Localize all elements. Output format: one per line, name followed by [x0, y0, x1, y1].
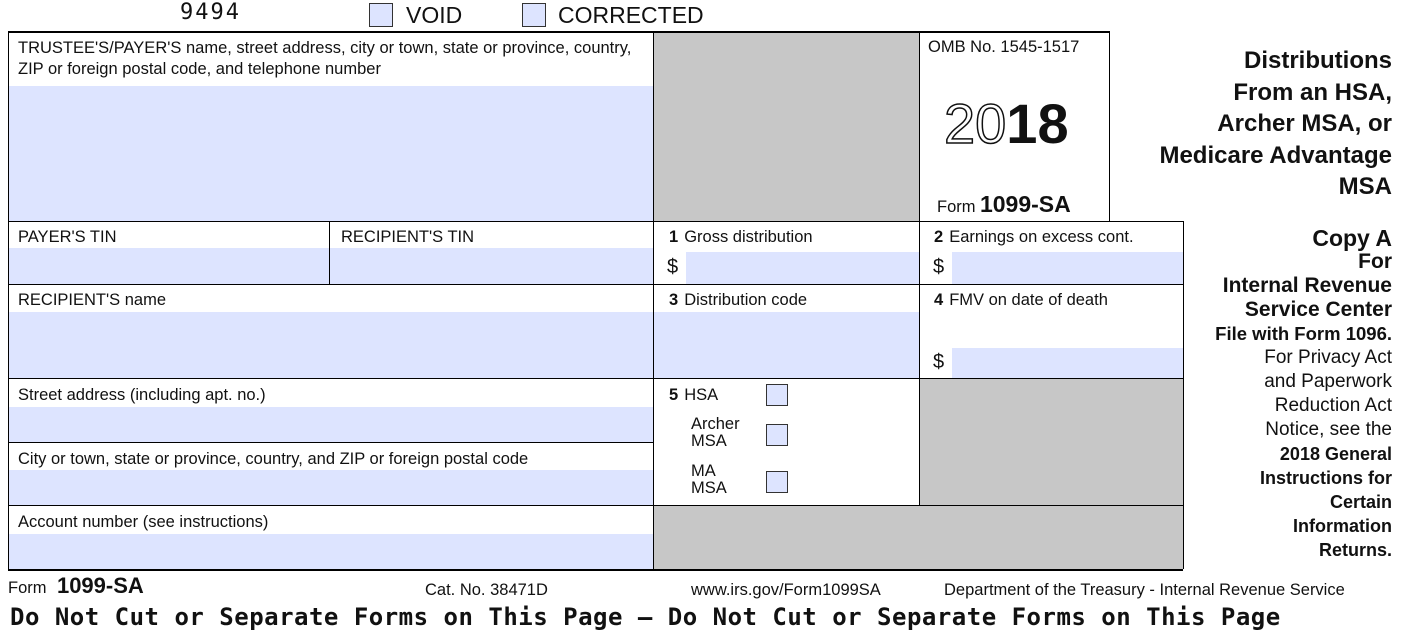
corrected-label: CORRECTED: [558, 2, 704, 28]
divider: [1183, 221, 1184, 569]
box4-dollar-sign: $: [933, 351, 945, 373]
instructions-line: 2018 General: [1279, 444, 1392, 464]
omb-form-id: [937, 191, 1071, 218]
irs-url[interactable]: www.irs.gov/Form1099SA: [691, 581, 881, 599]
form-bottom-border: [8, 569, 1183, 571]
copy-a-panel: [1186, 226, 1392, 562]
box1-dollar-sign: $: [667, 256, 679, 278]
box1-number: 1: [669, 228, 679, 246]
hsa-label: HSA: [684, 386, 719, 404]
box4-number: 4: [934, 291, 944, 309]
box2-text: Earnings on excess cont.: [949, 228, 1134, 246]
privacy-line: Notice, see the: [1265, 419, 1392, 440]
omb-number: OMB No. 1545-1517: [928, 38, 1080, 56]
box2-number: 2: [934, 228, 944, 246]
box3-field[interactable]: [654, 312, 919, 378]
handwritten-code: 9494: [180, 0, 241, 25]
archer-msa-checkbox[interactable]: [766, 424, 788, 446]
street-field[interactable]: [8, 407, 653, 442]
footer-form-name: 1099-SA: [56, 573, 144, 598]
privacy-line: and Paperwork: [1264, 371, 1392, 392]
footer-form-prefix: Form: [8, 579, 47, 597]
title-line: MSA: [1338, 173, 1392, 200]
divider: [653, 31, 654, 569]
copy-file-with: File with Form 1096.: [1215, 323, 1392, 344]
recipient-tin-label: RECIPIENT'S TIN: [341, 228, 475, 246]
void-label: VOID: [406, 2, 463, 28]
box2-label: [934, 227, 1134, 248]
instructions-line: Returns.: [1318, 540, 1392, 560]
copy-irs-line1: Internal Revenue: [1222, 274, 1392, 297]
ma-msa-label: [691, 463, 727, 497]
tax-year-outline: 20: [944, 92, 1007, 155]
payer-info-label: TRUSTEE'S/PAYER'S name, street address, city or town, state or province, country, ZIP or foreign postal code, and telephone number: [18, 39, 632, 78]
department-text: Department of the Treasury - Internal Revenue Service: [944, 581, 1345, 599]
account-field[interactable]: [8, 534, 653, 569]
box3-text: Distribution code: [684, 291, 808, 309]
copy-for: For: [1358, 250, 1392, 273]
box4-label: [934, 290, 1108, 311]
footer-form-id: [8, 573, 144, 599]
box4-field[interactable]: [952, 348, 1183, 378]
divider: [8, 284, 1183, 285]
form-left-border: [8, 31, 9, 569]
divider: [8, 221, 1183, 222]
hsa-checkbox[interactable]: [766, 384, 788, 406]
divider: [8, 505, 1183, 506]
tax-year: [944, 92, 1069, 155]
archer-msa-label: [691, 416, 740, 450]
box3-number: 3: [669, 291, 679, 309]
copy-a-title: Copy A: [1312, 225, 1392, 251]
box5-number: 5: [669, 386, 679, 404]
box2-field[interactable]: [952, 252, 1183, 284]
title-line: Archer MSA, or: [1217, 110, 1392, 137]
title-line: Distributions: [1244, 47, 1392, 74]
copy-irs-line2: Service Center: [1244, 298, 1392, 321]
payer-tin-label: PAYER'S TIN: [18, 228, 117, 246]
box1-field[interactable]: [686, 252, 919, 284]
account-label: Account number (see instructions): [18, 513, 269, 531]
instructions-line: Instructions for: [1259, 468, 1392, 488]
tax-year-bold: 18: [1006, 92, 1069, 155]
cat-number: Cat. No. 38471D: [425, 581, 548, 599]
archer-line1: Archer: [691, 415, 740, 433]
title-line: From an HSA,: [1233, 78, 1392, 106]
divider: [329, 221, 330, 284]
divider: [1109, 31, 1110, 221]
instructions-line: Information: [1293, 516, 1392, 536]
void-checkbox[interactable]: [369, 3, 393, 27]
box5-label: [669, 385, 718, 406]
privacy-line: For Privacy Act: [1264, 347, 1392, 368]
divider: [8, 378, 1183, 379]
omb-form-prefix: Form: [937, 198, 976, 216]
box1-label: [669, 227, 813, 248]
recipient-tin-field[interactable]: [330, 248, 653, 284]
ma-line2: MSA: [691, 479, 727, 497]
form-title: [1112, 45, 1392, 203]
city-label: City or town, state or province, country, and ZIP or foreign postal code: [18, 450, 529, 468]
do-not-cut-notice: Do Not Cut or Separate Forms on This Page — Do Not Cut or Separate Forms on This Page: [10, 603, 1281, 631]
archer-line2: MSA: [691, 432, 727, 450]
recipient-name-field[interactable]: [8, 312, 653, 378]
box2-dollar-sign: $: [933, 256, 945, 278]
instructions-line: Certain: [1329, 492, 1392, 512]
divider: [8, 442, 653, 443]
payer-tin-field[interactable]: [8, 248, 329, 284]
recipient-name-label: RECIPIENT'S name: [18, 291, 167, 309]
omb-form-name: 1099-SA: [979, 191, 1071, 217]
shaded-area-bottom: [653, 506, 1183, 569]
city-field[interactable]: [8, 470, 653, 505]
ma-line1: MA: [691, 462, 716, 480]
privacy-line: Reduction Act: [1274, 395, 1392, 416]
box4-text: FMV on date of death: [949, 291, 1108, 309]
box1-text: Gross distribution: [684, 228, 813, 246]
shaded-area-top: [653, 33, 919, 221]
box3-label: [669, 290, 807, 311]
form-top-border: [8, 31, 1110, 33]
corrected-checkbox[interactable]: [522, 3, 546, 27]
divider: [919, 31, 920, 506]
shaded-area-middle: [920, 379, 1183, 506]
payer-info-field[interactable]: [8, 86, 653, 221]
street-label: Street address (including apt. no.): [18, 386, 266, 404]
title-line: Medicare Advantage: [1159, 141, 1392, 169]
ma-msa-checkbox[interactable]: [766, 471, 788, 493]
